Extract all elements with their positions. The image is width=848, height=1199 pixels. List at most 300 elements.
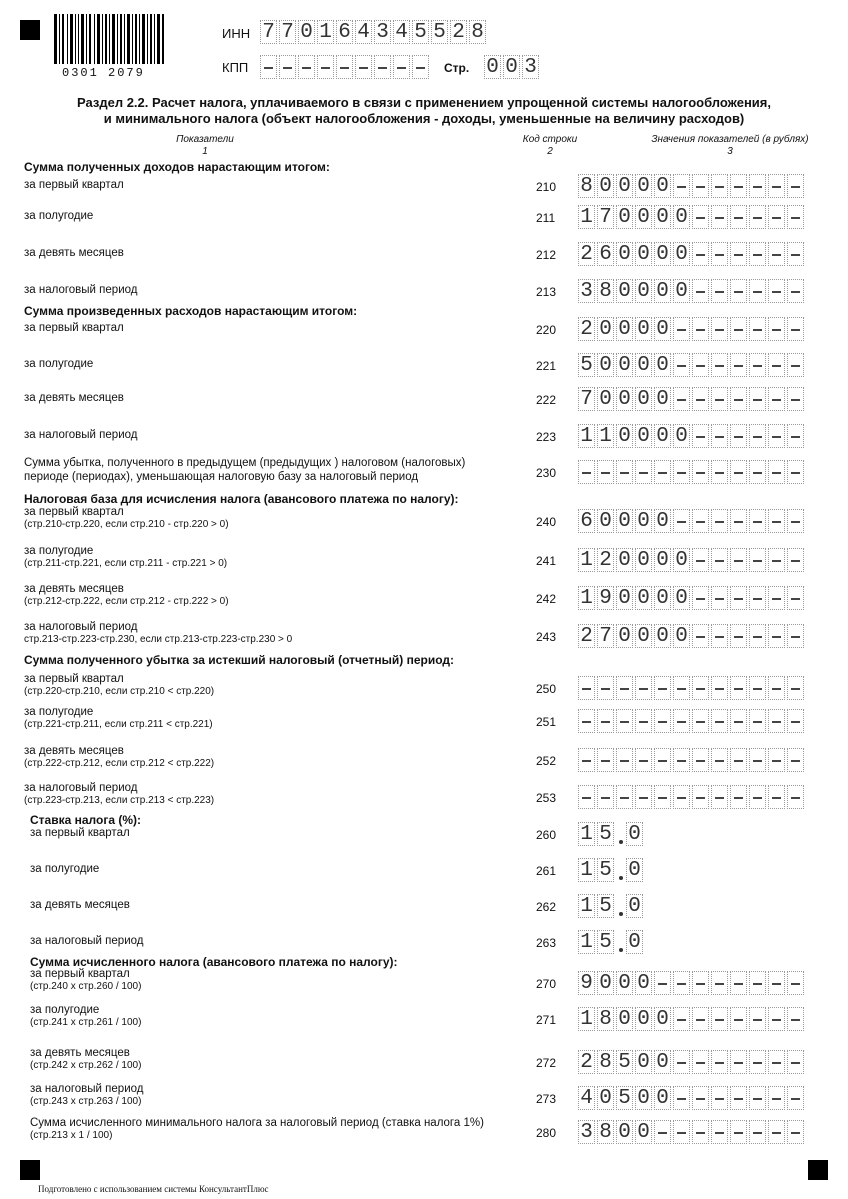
value-cell-empty: [730, 279, 747, 303]
value-cell-empty: [711, 748, 728, 772]
row-label: [24, 620, 524, 646]
value-cell-empty: [578, 748, 595, 772]
value-cell-empty: [597, 676, 614, 700]
value-cell-empty: [730, 387, 747, 411]
value-cell-empty: [692, 242, 709, 266]
value-cell-empty: [768, 748, 785, 772]
value-cell-empty: [730, 676, 747, 700]
column-header-code-text: Код строки: [522, 134, 578, 145]
value-cell-digit: 0: [635, 624, 652, 648]
row-label-text: за девять месяцев: [24, 583, 124, 595]
section-rate-heading: Ставка налога (%):: [30, 813, 141, 827]
value-cell-empty: [768, 242, 785, 266]
value-cell-empty: [635, 460, 652, 484]
row-label-text: за девять месяцев: [30, 899, 130, 911]
value-cell-empty: [768, 548, 785, 572]
value-cell-empty: [749, 548, 766, 572]
value-cell-digit: 0: [616, 548, 633, 572]
value-cell-empty: [317, 55, 334, 79]
value-cell-empty: [635, 748, 652, 772]
row-label: [24, 505, 524, 531]
row-label-note: (стр.220-стр.210, если стр.210 < стр.220): [24, 686, 215, 697]
value-cell-empty: [730, 317, 747, 341]
value-cell-empty: [654, 1120, 671, 1144]
value-cell-empty: [597, 460, 614, 484]
row-code: 210: [536, 180, 557, 194]
value-cell-empty: [673, 676, 690, 700]
row-label: [24, 246, 524, 260]
value-cell-digit: 1: [578, 930, 595, 954]
value-cell-empty: [711, 424, 728, 448]
value-cell-empty: [730, 1120, 747, 1144]
row-label: [24, 357, 524, 371]
value-cell-digit: 8: [597, 279, 614, 303]
value-cell-empty: [635, 676, 652, 700]
row-label-note: (стр.221-стр.211, если стр.211 < стр.221): [24, 719, 213, 730]
row-label: [24, 544, 524, 570]
row-value-field: [578, 279, 806, 303]
value-cell-empty: [768, 709, 785, 733]
value-cell-empty: [749, 624, 766, 648]
column-header-indicators-text: Показатели: [176, 134, 234, 145]
row-value-field: [578, 1086, 806, 1110]
row-value-field: [578, 586, 806, 610]
value-cell-digit: 5: [578, 353, 595, 377]
row-label-text: Сумма исчисленного минимального налога за налоговый период (ставка налога 1%): [30, 1117, 484, 1129]
row-value-field: [578, 858, 645, 882]
value-cell-empty: [787, 1050, 804, 1074]
value-cell-digit: 0: [673, 586, 690, 610]
kpp-field: [260, 55, 431, 79]
row-label-text: за девять месяцев: [30, 1047, 130, 1059]
value-cell-empty: [768, 317, 785, 341]
row-label-text: за налоговый период: [24, 782, 138, 794]
value-cell-empty: [654, 748, 671, 772]
row-code: 242: [536, 592, 557, 606]
value-cell-digit: 0: [635, 1007, 652, 1031]
value-cell-digit: 1: [578, 858, 595, 882]
value-cell-digit: 0: [616, 509, 633, 533]
value-cell-digit: 0: [597, 387, 614, 411]
value-cell-empty: [673, 509, 690, 533]
section-expenses-heading: Сумма произведенных расходов нарастающим итогом:: [24, 304, 358, 318]
value-cell-digit: 0: [635, 1120, 652, 1144]
value-cell-empty: [673, 748, 690, 772]
row-label-text: за полугодие: [24, 358, 94, 370]
row-value-field: [578, 676, 806, 700]
page-label: Стр.: [444, 61, 470, 75]
value-cell-digit: 3: [578, 279, 595, 303]
value-cell-empty: [787, 624, 804, 648]
value-cell-empty: [711, 1050, 728, 1074]
value-cell-empty: [730, 548, 747, 572]
value-cell-empty: [749, 242, 766, 266]
row-label-text: за первый квартал: [24, 179, 124, 191]
row-label-text: за полугодие: [24, 545, 94, 557]
section-loss-heading: Сумма полученного убытка за истекший налоговый (отчетный) период:: [24, 653, 455, 667]
value-cell-digit: 1: [578, 548, 595, 572]
row-code: 270: [536, 977, 557, 991]
value-cell-digit: 0: [654, 174, 671, 198]
row-label-text: за первый квартал: [30, 827, 130, 839]
row-label-text: за налоговый период: [30, 1083, 144, 1095]
value-cell-empty: [787, 1120, 804, 1144]
row-label: [24, 321, 524, 335]
value-cell-digit: 5: [597, 858, 614, 882]
value-cell-empty: [298, 55, 315, 79]
value-cell-empty: [730, 242, 747, 266]
value-cell-digit: 0: [298, 20, 315, 44]
value-cell-empty: [749, 785, 766, 809]
value-cell-empty: [673, 460, 690, 484]
value-cell-empty: [749, 353, 766, 377]
row-code: 230: [536, 466, 557, 480]
value-cell-empty: [692, 174, 709, 198]
value-cell-empty: [768, 1007, 785, 1031]
row-value-field: [578, 317, 806, 341]
value-cell-empty: [711, 676, 728, 700]
value-cell-digit: 0: [616, 586, 633, 610]
value-cell-empty: [616, 785, 633, 809]
row-label-text: за первый квартал: [24, 322, 124, 334]
row-label-note: (стр.211-стр.221, если стр.211 - стр.221 > 0): [24, 558, 228, 569]
value-cell-digit: 0: [616, 317, 633, 341]
value-cell-empty: [673, 971, 690, 995]
value-cell-digit: 5: [616, 1086, 633, 1110]
row-code: 211: [536, 211, 556, 225]
value-cell-digit: 0: [626, 930, 643, 954]
value-cell-empty: [768, 1050, 785, 1074]
row-code: 260: [536, 828, 557, 842]
row-code: 212: [536, 248, 557, 262]
value-cell-empty: [654, 971, 671, 995]
value-cell-digit: 8: [597, 1007, 614, 1031]
value-cell-empty: [692, 676, 709, 700]
row-value-field: [578, 971, 806, 995]
value-cell-empty: [730, 205, 747, 229]
value-cell-digit: 8: [597, 1120, 614, 1144]
value-cell-empty: [787, 387, 804, 411]
value-cell-empty: [692, 624, 709, 648]
value-cell-digit: 0: [654, 1086, 671, 1110]
row-code: 253: [536, 791, 557, 805]
value-cell-empty: [749, 205, 766, 229]
value-cell-empty: [711, 709, 728, 733]
page-title: Раздел 2.2. Расчет налога, уплачиваемого в связи с применением упрощенной системы налогообложения,: [77, 95, 771, 110]
footer-note: Подготовлено с использованием системы КонсультантПлюс: [38, 1184, 269, 1194]
value-cell-empty: [787, 205, 804, 229]
value-cell-digit: 0: [616, 971, 633, 995]
row-label-text: за налоговый период: [24, 621, 138, 633]
row-value-field: [578, 1050, 806, 1074]
value-cell-empty: [692, 353, 709, 377]
value-cell-digit: 0: [635, 387, 652, 411]
value-cell-empty: [711, 624, 728, 648]
value-cell-empty: [711, 971, 728, 995]
value-cell-digit: 0: [654, 387, 671, 411]
value-cell-empty: [673, 353, 690, 377]
value-cell-empty: [711, 460, 728, 484]
value-cell-empty: [597, 785, 614, 809]
value-cell-empty: [616, 748, 633, 772]
value-cell-digit: 3: [522, 55, 539, 79]
inn-field: [260, 20, 488, 44]
barcode-icon: [54, 14, 164, 64]
value-cell-digit: 1: [597, 424, 614, 448]
value-cell-empty: [673, 1050, 690, 1074]
row-code: 213: [536, 285, 557, 299]
row-label-text: за первый квартал: [30, 968, 130, 980]
value-cell-digit: 6: [336, 20, 353, 44]
row-label: [24, 178, 524, 192]
row-label-text: за налоговый период: [24, 284, 138, 296]
value-cell-empty: [749, 317, 766, 341]
value-cell-empty: [730, 509, 747, 533]
value-cell-digit: 0: [654, 242, 671, 266]
value-cell-empty: [692, 1086, 709, 1110]
value-cell-digit: 0: [673, 424, 690, 448]
row-label-note: (стр.242 х стр.262 / 100): [30, 1060, 142, 1071]
decimal-point: [616, 858, 626, 882]
row-value-field: [578, 387, 806, 411]
row-label: [30, 1003, 530, 1029]
row-label-note: (стр.243 х стр.263 / 100): [30, 1096, 142, 1107]
value-cell-empty: [768, 586, 785, 610]
value-cell-empty: [768, 785, 785, 809]
value-cell-digit: 7: [578, 387, 595, 411]
value-cell-digit: 3: [578, 1120, 595, 1144]
decimal-point: [616, 930, 626, 954]
section-calculated-tax-heading: Сумма исчисленного налога (авансового платежа по налогу):: [30, 955, 398, 969]
value-cell-digit: 0: [654, 279, 671, 303]
value-cell-digit: 0: [597, 509, 614, 533]
value-cell-empty: [673, 785, 690, 809]
value-cell-empty: [578, 460, 595, 484]
value-cell-empty: [673, 317, 690, 341]
value-cell-digit: 0: [597, 353, 614, 377]
value-cell-digit: 0: [654, 586, 671, 610]
row-value-field: [578, 548, 806, 572]
value-cell-digit: 0: [484, 55, 501, 79]
row-value-field: [578, 1007, 806, 1031]
row-label: [30, 1116, 530, 1142]
value-cell-empty: [692, 709, 709, 733]
value-cell-digit: 2: [597, 548, 614, 572]
value-cell-empty: [787, 353, 804, 377]
corner-marker-bottom-left: [20, 1160, 40, 1180]
value-cell-digit: 0: [654, 317, 671, 341]
value-cell-digit: 1: [578, 424, 595, 448]
value-cell-empty: [692, 548, 709, 572]
value-cell-digit: 0: [635, 205, 652, 229]
row-label-text: за налоговый период: [24, 429, 138, 441]
value-cell-digit: 0: [635, 174, 652, 198]
value-cell-digit: 0: [635, 353, 652, 377]
value-cell-empty: [654, 676, 671, 700]
value-cell-digit: 0: [635, 1086, 652, 1110]
row-label: [30, 1046, 530, 1072]
value-cell-digit: 0: [626, 894, 643, 918]
value-cell-empty: [673, 387, 690, 411]
value-cell-empty: [692, 1120, 709, 1144]
value-cell-empty: [692, 748, 709, 772]
value-cell-empty: [768, 174, 785, 198]
value-cell-empty: [654, 709, 671, 733]
value-cell-empty: [692, 424, 709, 448]
value-cell-empty: [749, 586, 766, 610]
row-label: [30, 826, 530, 840]
value-cell-empty: [787, 586, 804, 610]
row-label: [24, 781, 524, 807]
row-label-text: за девять месяцев: [24, 745, 124, 757]
value-cell-empty: [730, 709, 747, 733]
row-label: [30, 1082, 530, 1108]
value-cell-empty: [635, 709, 652, 733]
decimal-point: [616, 822, 626, 846]
value-cell-digit: 5: [616, 1050, 633, 1074]
row-value-field: [578, 1120, 806, 1144]
value-cell-empty: [692, 205, 709, 229]
value-cell-digit: 0: [654, 1050, 671, 1074]
row-value-field: [578, 709, 806, 733]
row-code: 251: [536, 715, 557, 729]
value-cell-empty: [616, 676, 633, 700]
decimal-point: [616, 894, 626, 918]
value-cell-digit: 0: [654, 424, 671, 448]
value-cell-empty: [711, 353, 728, 377]
value-cell-empty: [692, 971, 709, 995]
value-cell-digit: 8: [597, 1050, 614, 1074]
row-label-note: (стр.241 х стр.261 / 100): [30, 1017, 142, 1028]
row-label: [30, 934, 530, 948]
value-cell-digit: 0: [673, 205, 690, 229]
value-cell-empty: [749, 387, 766, 411]
row-label-text: за полугодие: [24, 210, 94, 222]
value-cell-empty: [711, 785, 728, 809]
value-cell-empty: [787, 971, 804, 995]
value-cell-empty: [692, 279, 709, 303]
row-label-text: за полугодие: [24, 706, 94, 718]
value-cell-empty: [692, 317, 709, 341]
row-value-field: [578, 785, 806, 809]
row-label: [30, 898, 530, 912]
value-cell-digit: 0: [635, 279, 652, 303]
value-cell-empty: [768, 424, 785, 448]
value-cell-empty: [768, 353, 785, 377]
value-cell-empty: [730, 460, 747, 484]
value-cell-digit: 7: [279, 20, 296, 44]
page-subtitle: и минимального налога (объект налогообложения - доходы, уменьшенные на величину расходов): [103, 111, 745, 126]
value-cell-empty: [749, 460, 766, 484]
value-cell-empty: [711, 1086, 728, 1110]
value-cell-empty: [787, 242, 804, 266]
value-cell-digit: 4: [355, 20, 372, 44]
value-cell-digit: 1: [578, 205, 595, 229]
value-cell-digit: 0: [673, 624, 690, 648]
section-tax-base-heading: Налоговая база для исчисления налога (авансового платежа по налогу):: [24, 492, 459, 506]
value-cell-empty: [374, 55, 391, 79]
row-label-note: (стр.210-стр.220, если стр.210 - стр.220 > 0): [24, 519, 229, 530]
row-label: [24, 428, 524, 442]
value-cell-digit: 0: [616, 174, 633, 198]
row-value-field: [578, 424, 806, 448]
value-cell-digit: 0: [673, 242, 690, 266]
row-code: 262: [536, 900, 557, 914]
value-cell-empty: [730, 424, 747, 448]
value-cell-empty: [768, 509, 785, 533]
value-cell-empty: [279, 55, 296, 79]
value-cell-empty: [768, 205, 785, 229]
value-cell-digit: 0: [654, 548, 671, 572]
value-cell-empty: [787, 785, 804, 809]
value-cell-empty: [787, 748, 804, 772]
row-value-field: [578, 460, 806, 484]
value-cell-empty: [673, 174, 690, 198]
value-cell-empty: [711, 317, 728, 341]
value-cell-digit: 0: [673, 548, 690, 572]
value-cell-digit: 3: [374, 20, 391, 44]
value-cell-empty: [730, 748, 747, 772]
value-cell-digit: 0: [626, 822, 643, 846]
column-header-values: [620, 134, 840, 158]
value-cell-empty: [673, 1086, 690, 1110]
value-cell-digit: 5: [597, 930, 614, 954]
row-code: 263: [536, 936, 557, 950]
value-cell-empty: [654, 785, 671, 809]
value-cell-empty: [692, 387, 709, 411]
value-cell-empty: [768, 971, 785, 995]
value-cell-digit: 0: [635, 1050, 652, 1074]
row-value-field: [578, 822, 645, 846]
value-cell-empty: [616, 709, 633, 733]
inn-label: ИНН: [222, 26, 251, 41]
value-cell-digit: 0: [635, 509, 652, 533]
value-cell-empty: [578, 785, 595, 809]
value-cell-digit: 1: [578, 894, 595, 918]
value-cell-empty: [749, 676, 766, 700]
row-value-field: [578, 930, 645, 954]
value-cell-empty: [711, 509, 728, 533]
value-cell-digit: 0: [635, 548, 652, 572]
row-label: [24, 456, 524, 484]
value-cell-digit: 0: [597, 971, 614, 995]
value-cell-digit: 0: [635, 242, 652, 266]
value-cell-digit: 7: [260, 20, 277, 44]
value-cell-empty: [730, 785, 747, 809]
page-number-field: [484, 55, 541, 79]
value-cell-digit: 0: [616, 205, 633, 229]
row-label-text: за полугодие: [30, 863, 100, 875]
value-cell-empty: [768, 676, 785, 700]
row-label: [24, 283, 524, 297]
value-cell-empty: [730, 971, 747, 995]
value-cell-empty: [768, 624, 785, 648]
value-cell-empty: [692, 785, 709, 809]
value-cell-empty: [616, 460, 633, 484]
row-value-field: [578, 174, 806, 198]
value-cell-empty: [711, 242, 728, 266]
value-cell-empty: [749, 174, 766, 198]
value-cell-empty: [260, 55, 277, 79]
row-label-text: за полугодие: [30, 1004, 100, 1016]
value-cell-empty: [787, 1007, 804, 1031]
value-cell-empty: [749, 971, 766, 995]
value-cell-empty: [711, 1007, 728, 1031]
value-cell-empty: [673, 709, 690, 733]
value-cell-empty: [711, 586, 728, 610]
value-cell-empty: [336, 55, 353, 79]
value-cell-empty: [597, 709, 614, 733]
